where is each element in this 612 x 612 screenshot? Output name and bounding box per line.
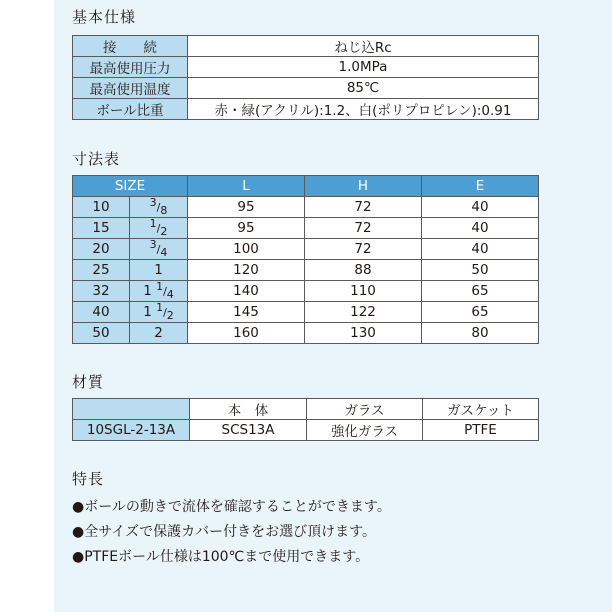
table-row xyxy=(73,99,539,120)
table-row xyxy=(73,57,539,78)
dim-h: 72 xyxy=(305,197,422,218)
table-header-row xyxy=(73,399,539,420)
header-gasket: ガスケット xyxy=(423,399,539,420)
dim-l: 160 xyxy=(188,323,305,344)
header-size: SIZE xyxy=(73,176,188,197)
size-inch: 1/2 xyxy=(130,218,188,239)
list-item: ●PTFEボール仕様は100℃まで使用できます。 xyxy=(72,549,370,565)
table-row xyxy=(73,239,539,260)
dim-e: 65 xyxy=(422,281,539,302)
material-body: SCS13A xyxy=(190,420,307,441)
dim-e: 50 xyxy=(422,260,539,281)
material-title: 材質 xyxy=(72,373,105,391)
size-inch: 2 xyxy=(130,323,188,344)
header-l: L xyxy=(188,176,305,197)
features-title: 特長 xyxy=(72,470,105,488)
table-row xyxy=(73,302,539,323)
spec-label: ボール比重 xyxy=(73,99,188,120)
size-inch: 1 1/2 xyxy=(130,302,188,323)
table-row xyxy=(73,420,539,441)
dimensions-table xyxy=(72,175,539,344)
table-row xyxy=(73,260,539,281)
spec-value: ねじ込Rc xyxy=(188,36,539,57)
size-inch: 3/8 xyxy=(130,197,188,218)
table-row xyxy=(73,197,539,218)
dim-e: 40 xyxy=(422,197,539,218)
size-mm: 50 xyxy=(73,323,130,344)
dim-l: 120 xyxy=(188,260,305,281)
dimensions-title: 寸法表 xyxy=(72,150,121,168)
dim-h: 110 xyxy=(305,281,422,302)
dim-l: 145 xyxy=(188,302,305,323)
spec-label: 最高使用温度 xyxy=(73,78,188,99)
dim-e: 40 xyxy=(422,218,539,239)
model-number: 10SGL-2-13A xyxy=(73,420,190,441)
header-e: E xyxy=(422,176,539,197)
size-mm: 32 xyxy=(73,281,130,302)
dim-l: 95 xyxy=(188,197,305,218)
spec-label: 最高使用圧力 xyxy=(73,57,188,78)
table-row xyxy=(73,323,539,344)
size-inch: 3/4 xyxy=(130,239,188,260)
size-inch: 1 xyxy=(130,260,188,281)
dim-l: 140 xyxy=(188,281,305,302)
table-row xyxy=(73,218,539,239)
header-h: H xyxy=(305,176,422,197)
material-glass: 強化ガラス xyxy=(307,420,423,441)
header-body: 本 体 xyxy=(190,399,307,420)
size-mm: 20 xyxy=(73,239,130,260)
header-glass: ガラス xyxy=(307,399,423,420)
table-row xyxy=(73,36,539,57)
material-table xyxy=(72,398,539,441)
size-mm: 25 xyxy=(73,260,130,281)
dim-h: 72 xyxy=(305,239,422,260)
basic-spec-table xyxy=(72,35,539,120)
dim-h: 72 xyxy=(305,218,422,239)
dim-h: 130 xyxy=(305,323,422,344)
size-mm: 40 xyxy=(73,302,130,323)
dim-l: 100 xyxy=(188,239,305,260)
features-list xyxy=(72,495,391,570)
size-inch: 1 1/4 xyxy=(130,281,188,302)
basic-spec-title: 基本仕様 xyxy=(72,8,137,26)
spec-value: 赤・緑(アクリル):1.2、白(ポリプロピレン):0.91 xyxy=(188,99,539,120)
spec-label: 接 続 xyxy=(73,36,188,57)
table-row xyxy=(73,78,539,99)
table-row xyxy=(73,281,539,302)
spec-value: 1.0MPa xyxy=(188,57,539,78)
dim-e: 65 xyxy=(422,302,539,323)
list-item: ●全サイズで保護カバー付きをお選び頂けます。 xyxy=(72,524,376,540)
dim-h: 122 xyxy=(305,302,422,323)
header-empty xyxy=(73,399,190,420)
spec-value: 85℃ xyxy=(188,78,539,99)
dim-e: 40 xyxy=(422,239,539,260)
dim-e: 80 xyxy=(422,323,539,344)
dim-h: 88 xyxy=(305,260,422,281)
size-mm: 10 xyxy=(73,197,130,218)
material-gasket: PTFE xyxy=(423,420,539,441)
table-header-row xyxy=(73,176,539,197)
list-item: ●ボールの動きで流体を確認することができます。 xyxy=(72,499,391,515)
size-mm: 15 xyxy=(73,218,130,239)
dim-l: 95 xyxy=(188,218,305,239)
